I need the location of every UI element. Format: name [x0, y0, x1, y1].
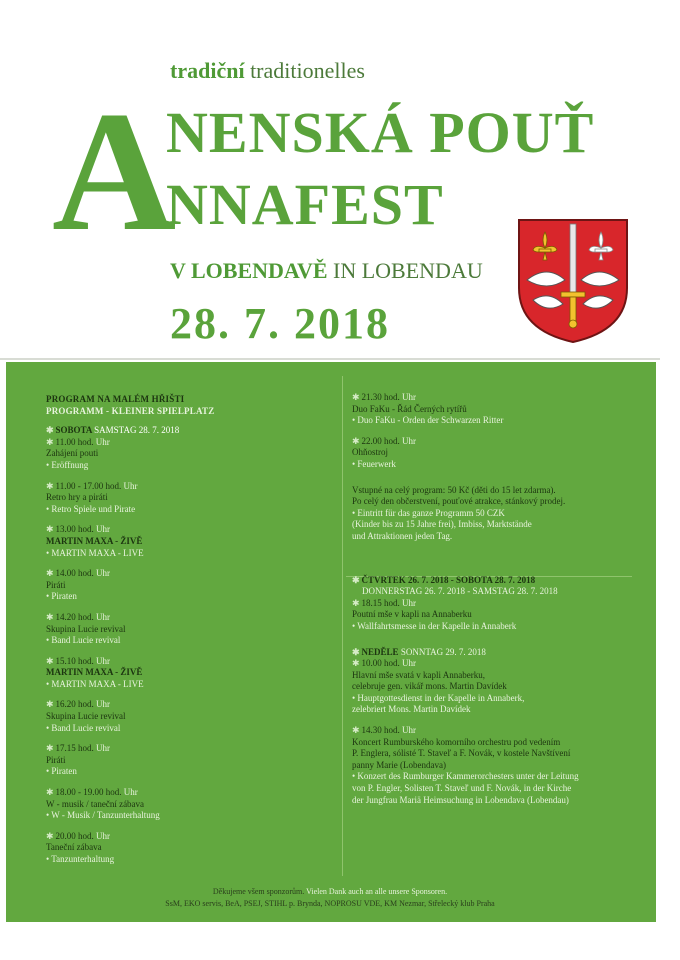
program-panel [6, 362, 656, 922]
program-event: Taneční zábava [46, 842, 102, 853]
time-unit: Uhr [402, 392, 417, 402]
spacer [46, 822, 306, 831]
coat-of-arms-icon [517, 218, 629, 344]
program-event: Retro hry a piráti [46, 492, 108, 503]
star-icon: ✱ [46, 611, 54, 622]
star-icon: ✱ [46, 743, 54, 754]
left-items [46, 437, 306, 866]
star-icon: ✱ [352, 435, 360, 446]
program-event: MARTIN MAXA - ŽIVĚ [46, 535, 143, 546]
subtitle-de: traditionelles [250, 58, 365, 83]
program-time: ✱ 20.00 hod. Uhr [46, 830, 111, 841]
star-icon: ✱ [352, 574, 360, 585]
program-translation: • Hauptgottesdienst in der Kapelle in Annaberk, [352, 692, 525, 703]
thanks-cz: Děkujeme všem sponzorům. [212, 887, 305, 896]
program-event: Skupina Lucie revival [46, 711, 126, 722]
title-line-1: NENSKÁ POUŤ [166, 100, 595, 165]
program-translation: der Jungfrau Mariä Heimsuchung in Lobendava (Lobendau) [352, 794, 569, 805]
initial-letter: A [52, 77, 175, 267]
day-heading [46, 425, 306, 437]
program-time: ✱ 17.15 hod. Uhr [46, 743, 111, 754]
program-translation: • Konzert des Rumburger Kammerorchesters unter der Leitung [352, 771, 579, 782]
sunday-cz: NEDĚLE [361, 646, 399, 657]
time-unit: Uhr [95, 436, 110, 447]
program-time: ✱ 15.10 hod. Uhr [46, 655, 111, 666]
admission-de [352, 508, 622, 543]
right-column [352, 392, 622, 806]
program-event: Hlavní mše svatá v kapli Annaberku, [352, 669, 485, 680]
program-translation: • Tanzunterhaltung [46, 854, 115, 864]
program-event: MARTIN MAXA - ŽIVĚ [46, 667, 143, 678]
spacer [352, 716, 622, 725]
right-items [352, 392, 622, 471]
time-unit: Uhr [96, 524, 111, 535]
program-heading-cz: PROGRAM NA MALÉM HŘIŠTI [46, 394, 185, 404]
period-heading-de [352, 586, 622, 598]
program-translation: • Piraten [46, 766, 77, 777]
program-time: ✱ 18.00 - 19.00 hod. Uhr [46, 787, 138, 798]
time-unit: Uhr [402, 435, 417, 446]
left-column [46, 394, 306, 866]
program-event: P. Englera, sólisté T. Staveľ a F. Novák, v kostele Navštívení [352, 748, 571, 759]
star-icon: ✱ [46, 655, 54, 666]
thanks-de: Vielen Dank auch an alle unsere Sponsoren. [306, 887, 448, 896]
program-event: celebruje gen. vikář mons. Martin Davídek [352, 681, 507, 692]
program-time: ✱ 22.00 hod. Uhr [352, 435, 417, 446]
star-icon: ✱ [46, 787, 54, 798]
title-line-2: NNAFEST [166, 172, 444, 237]
period-de: DONNERSTAG 26. 7. 2018 - SAMSTAG 28. 7. 2018 [362, 586, 558, 597]
time-unit: Uhr [96, 568, 111, 579]
program-event: Skupina Lucie revival [46, 623, 126, 634]
spacer [352, 427, 622, 436]
program-time: ✱ 16.20 hod. Uhr [46, 699, 111, 710]
sponsors: SsM, EKO servis, BeA, PSEJ, STIHL p. Brynda, NOPROSU VDE, KM Nezmar, Střelecký klub Praha [165, 899, 495, 908]
program-time: ✱ 14.30 hod. Uhr [352, 725, 417, 736]
sunday-heading [352, 647, 622, 659]
program-event: Zahájení pouti [46, 448, 99, 459]
column-divider [342, 376, 343, 876]
day-de: SAMSTAG 28. 7. 2018 [94, 425, 180, 436]
admission-cz [352, 485, 622, 508]
program-event: Piráti [46, 754, 66, 765]
spacer [46, 734, 306, 743]
time-unit: Uhr [96, 830, 111, 841]
spacer [46, 603, 306, 612]
program-translation: • Retro Spiele und Pirate [46, 503, 136, 514]
place [170, 258, 483, 284]
time-unit: Uhr [123, 480, 138, 491]
admission-translation: • Eintritt für das ganze Programm 50 CZK [352, 507, 505, 518]
program-translation: • Duo FaKu - Orden der Schwarzen Ritter [352, 415, 504, 426]
program-translation: • MARTIN MAXA - LIVE [46, 547, 144, 558]
star-icon: ✱ [46, 830, 54, 841]
time-unit: Uhr [96, 655, 111, 666]
program-time: ✱ 14.20 hod. Uhr [46, 611, 111, 622]
star-icon: ✱ [352, 658, 360, 669]
program-translation: • Wallfahrtsmesse in der Kapelle in Annaberk [352, 620, 517, 631]
program-event: Duo FaKu - Řád Černých rytířů [352, 403, 467, 414]
sunday-de: SONNTAG 29. 7. 2018 [400, 646, 486, 657]
program-event: W - musik / taneční zábava [46, 798, 145, 809]
period-cz: ČTVRTEK 26. 7. 2018 - SOBOTA 28. 7. 2018 [361, 574, 536, 585]
program-time: ✱ 18.15 hod. Uhr [352, 597, 417, 608]
program-event: Ohňostroj [352, 447, 388, 458]
program-translation: • Eröffnung [46, 459, 89, 470]
program-translation: • Feuerwerk [352, 458, 396, 469]
time-unit: Uhr [402, 597, 417, 608]
admission-line: Po celý den občerstvení, pouťové atrakce, stánkový prodej. [352, 496, 566, 507]
program-translation: • Piraten [46, 591, 77, 602]
admission-line: Vstupné na celý program: 50 Kč (děti do 15 let zdarma). [352, 484, 556, 495]
header-divider [0, 358, 660, 360]
subtitle [170, 58, 365, 84]
star-icon: ✱ [352, 392, 360, 402]
star-icon: ✱ [46, 524, 54, 535]
program-event: Piráti [46, 579, 66, 590]
star-icon: ✱ [46, 425, 54, 436]
time-unit: Uhr [402, 658, 417, 669]
spacer [46, 515, 306, 524]
star-icon: ✱ [352, 725, 360, 736]
star-icon: ✱ [46, 480, 54, 491]
program-translation: • W - Musik / Tanzunterhaltung [46, 810, 160, 821]
spacer [46, 647, 306, 656]
period-item [352, 598, 622, 633]
program-event: panny Marie (Lobendava) [352, 759, 446, 770]
program-translation: • MARTIN MAXA - LIVE [46, 678, 144, 689]
star-icon: ✱ [46, 699, 54, 710]
time-unit: Uhr [96, 611, 111, 622]
star-icon: ✱ [352, 597, 360, 608]
sunday-items [352, 658, 622, 806]
star-icon: ✱ [46, 568, 54, 579]
footer [0, 886, 660, 910]
program-time: ✱ 14.00 hod. Uhr [46, 568, 111, 579]
program-time: ✱ 13.00 hod. Uhr [46, 524, 111, 535]
program-time: ✱ 11.00 hod. Uhr [46, 436, 110, 447]
time-unit: Uhr [96, 743, 111, 754]
program-translation: • Band Lucie revival [46, 635, 121, 646]
program-time: ✱ 11.00 - 17.00 hod. Uhr [46, 480, 138, 491]
program-time: ✱ 21.30 hod. Uhr [352, 392, 417, 402]
subtitle-cz: tradiční [170, 58, 245, 83]
time-unit: Uhr [123, 787, 138, 798]
program-event: Poutní mše v kapli na Annaberku [352, 609, 472, 620]
star-icon: ✱ [352, 646, 360, 657]
spacer [46, 559, 306, 568]
event-date: 28. 7. 2018 [170, 299, 390, 348]
spacer [46, 778, 306, 787]
day-cz: SOBOTA [55, 425, 92, 436]
program-translation: • Band Lucie revival [46, 722, 121, 733]
program-translation: zelebriert Mons. Martin Davídek [352, 704, 471, 715]
program-translation: von P. Engler, Solisten T. Staveľ und F. Novák, in der Kirche [352, 783, 572, 794]
time-unit: Uhr [96, 699, 111, 710]
time-unit: Uhr [402, 725, 417, 736]
program-time: ✱ 10.00 hod. Uhr [352, 658, 417, 669]
star-icon: ✱ [46, 436, 54, 447]
admission-translation: und Attraktionen jeden Tag. [352, 530, 453, 541]
program-heading-de: PROGRAMM - KLEINER SPIELPLATZ [46, 405, 215, 416]
place-de: IN LOBENDAU [333, 258, 483, 283]
spacer [46, 690, 306, 699]
place-cz: V LOBENDAVĚ [170, 258, 328, 283]
period-heading [352, 575, 622, 587]
spacer [46, 472, 306, 481]
admission-translation: (Kinder bis zu 15 Jahre frei), Imbiss, Marktstände [352, 519, 532, 530]
program-event: Koncert Rumburského komorního orchestru pod vedením [352, 736, 561, 747]
